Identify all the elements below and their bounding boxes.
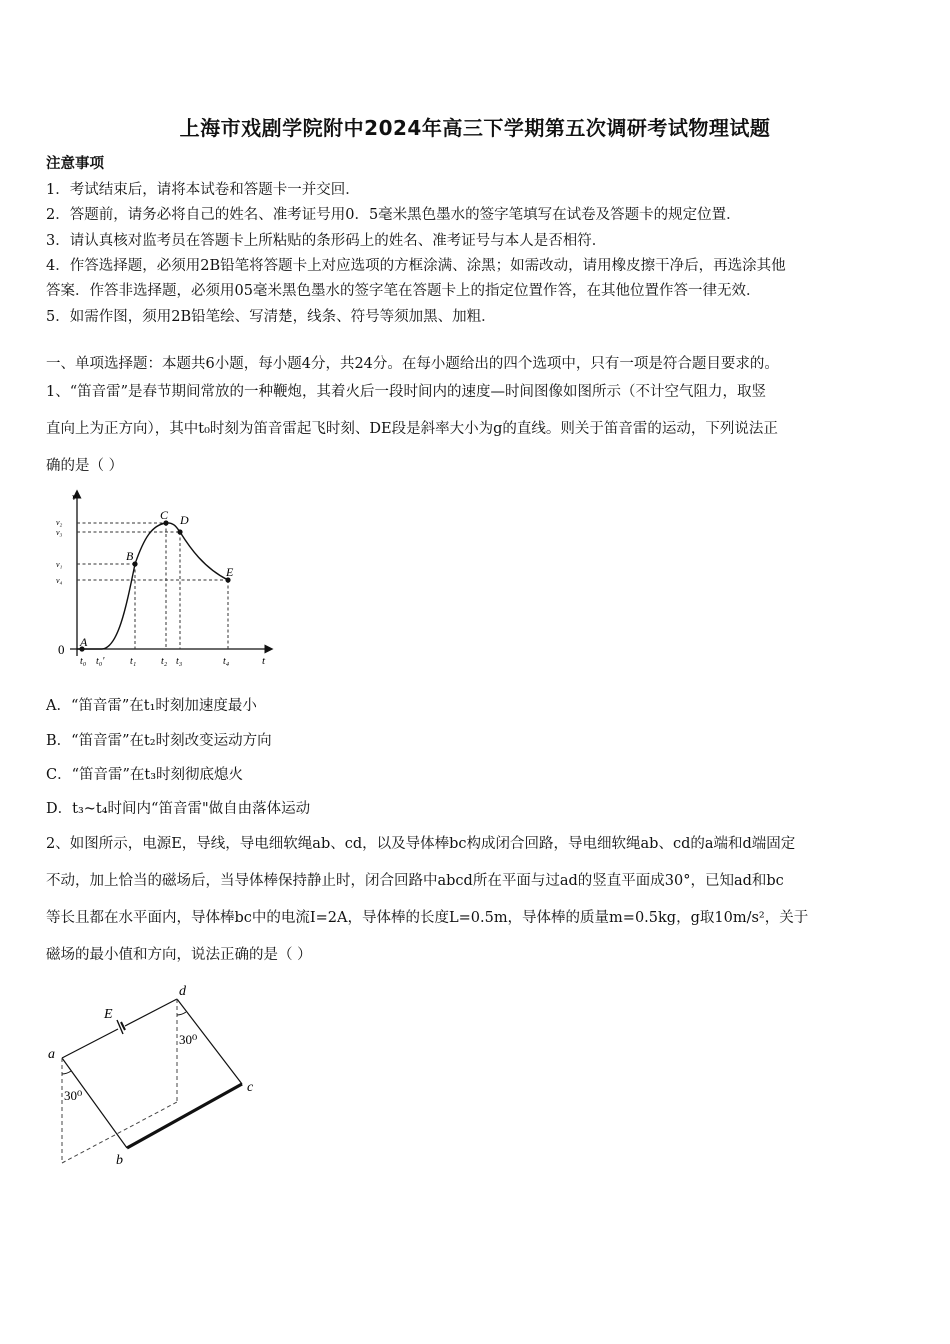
tick-t4: t₄ bbox=[223, 656, 230, 667]
notice-item: 5．如需作图，须用2B铅笔绘、写清楚，线条、符号等须加黑、加粗． bbox=[46, 309, 496, 325]
angle-arc-d bbox=[177, 1012, 186, 1015]
option-b: B．“笛音雷”在t₂时刻改变运动方向 bbox=[46, 733, 272, 749]
wire-a-to-e bbox=[62, 1029, 118, 1058]
question-1-text: 确的是（ ） bbox=[46, 458, 124, 474]
cord-ab bbox=[62, 1058, 127, 1148]
label-a: a bbox=[48, 1047, 55, 1062]
tick-v2: v₂ bbox=[56, 518, 63, 527]
option-d: D．t₃~t₄时间内“笛音雷"做自由落体运动 bbox=[46, 801, 311, 817]
section-heading: 一、单项选择题：本题共6小题，每小题4分，共24分。在每小题给出的四个选项中，只有一项是符合题目要求的。 bbox=[46, 356, 779, 372]
battery-plate-short bbox=[121, 1022, 125, 1030]
velocity-curve bbox=[77, 523, 228, 649]
question-2-text: 磁场的最小值和方向，说法正确的是（ ） bbox=[46, 947, 312, 963]
conductor-rod-bc bbox=[127, 1084, 242, 1148]
notice-item: 3．请认真核对监考员在答题卡上所粘贴的条形码上的姓名、准考证号与本人是否相符． bbox=[46, 233, 607, 249]
tick-v1: v₁ bbox=[56, 560, 63, 569]
question-2-text: 不动，加上恰当的磁场后，当导体棒保持静止时，闭合回路中abcd所在平面与过ad的竖直平面成30°，已知ad和bc bbox=[46, 873, 784, 889]
notice-item: 4．作答选择题，必须用2B铅笔将答题卡上对应选项的方框涂满、涂黑；如需改动，请用橡皮擦干净后，再选涂其他 bbox=[46, 258, 786, 274]
notice-item: 答案．作答非选择题，必须用05毫米黑色墨水的签字笔在答题卡上的指定位置作答，在其他位置作答一律无效． bbox=[46, 283, 761, 299]
label-d: d bbox=[179, 984, 186, 999]
origin-label: 0 bbox=[58, 642, 65, 657]
label-source-e: E bbox=[104, 1007, 113, 1022]
tick-t0-prime: t₀' bbox=[96, 656, 105, 667]
v-axis-label: v bbox=[72, 492, 77, 503]
question-1-text: 直向上为正方向），其中t₀时刻为笛音雷起飞时刻、DE段是斜率大小为g的直线。则关于笛音雷的运动，下列说法正 bbox=[46, 421, 778, 437]
angle-label-a: 30⁰ bbox=[64, 1088, 83, 1103]
t-axis-label: t bbox=[262, 655, 266, 667]
tick-v3: v₃ bbox=[56, 528, 63, 537]
notice-heading: 注意事项 bbox=[46, 155, 104, 172]
notice-item: 2．答题前，请务必将自己的姓名、准考证号用0．5毫米黑色墨水的签字笔填写在试卷及答题卡的规定位置． bbox=[46, 207, 741, 223]
option-c: C．“笛音雷”在t₃时刻彻底熄火 bbox=[46, 767, 244, 783]
tick-t2: t₂ bbox=[161, 656, 168, 667]
notice-item: 1．考试结束后，请将本试卷和答题卡一并交回． bbox=[46, 182, 360, 198]
label-c: c bbox=[247, 1080, 254, 1095]
tick-t0: t₀ bbox=[80, 656, 87, 667]
label-c: C bbox=[160, 508, 169, 522]
label-e: E bbox=[226, 565, 234, 579]
label-a: A bbox=[80, 635, 88, 649]
label-d: D bbox=[180, 513, 189, 527]
label-b: b bbox=[116, 1153, 123, 1168]
option-a: A．“笛音雷”在t₁时刻加速度最小 bbox=[46, 698, 257, 714]
label-b: B bbox=[126, 549, 134, 563]
velocity-time-graph bbox=[44, 488, 279, 673]
point-d bbox=[177, 529, 182, 534]
tick-t3: t₃ bbox=[176, 656, 183, 667]
question-1-text: 1、“笛音雷”是春节期间常放的一种鞭炮，其着火后一段时间内的速度—时间图像如图所示（不计空气阻力，取竖 bbox=[46, 384, 767, 400]
page-title: 上海市戏剧学院附中2024年高三下学期第五次调研考试物理试题 bbox=[179, 116, 771, 140]
tick-t1: t₁ bbox=[130, 656, 137, 667]
circuit-figure bbox=[40, 978, 275, 1173]
guide-lines bbox=[77, 523, 228, 649]
question-2-text: 等长且都在水平面内，导体棒bc中的电流I=2A，导体棒的长度L=0.5m，导体棒的质量m=0.5kg，g取10m/s²，关于 bbox=[46, 910, 809, 926]
angle-arc-a bbox=[62, 1071, 71, 1074]
wire-e-to-d bbox=[125, 999, 177, 1026]
question-2-text: 2、如图所示，电源E，导线，导电细软绳ab、cd，以及导体棒bc构成闭合回路，导电细软绳ab、cd的a端和d端固定 bbox=[46, 836, 796, 852]
tick-v4: v₄ bbox=[56, 576, 63, 585]
angle-label-d: 30⁰ bbox=[179, 1032, 198, 1047]
